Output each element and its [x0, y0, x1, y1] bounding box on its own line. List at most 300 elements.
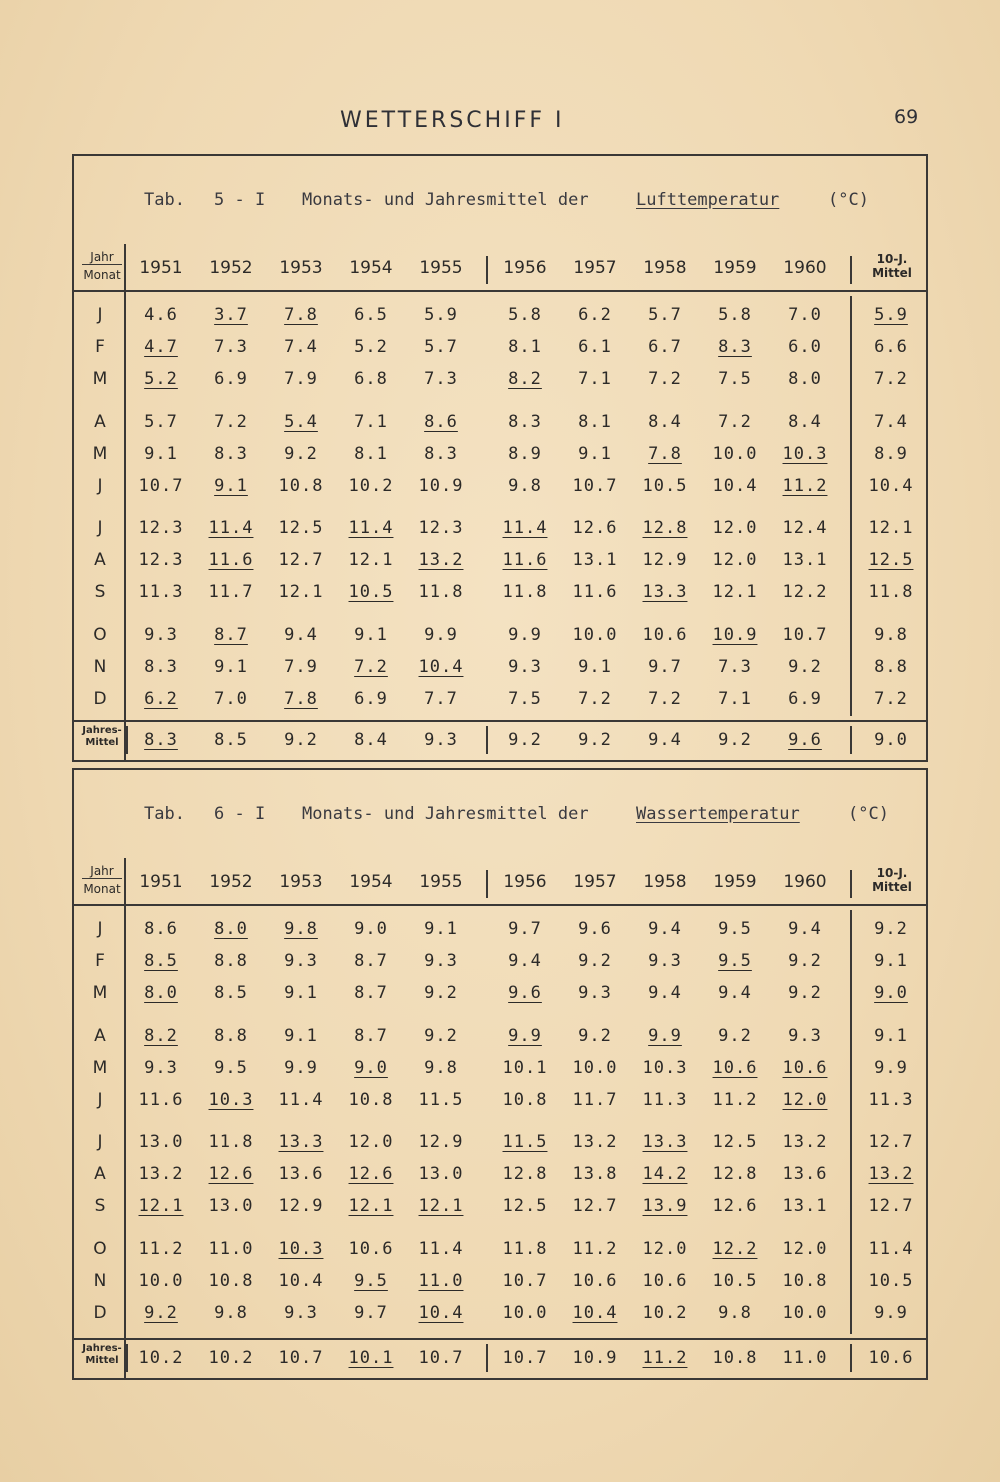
value-cell: 7.8: [284, 305, 318, 325]
value-cell: 8.0: [214, 919, 248, 939]
mean-cell: 9.2: [874, 919, 908, 939]
value-cell: 10.5: [348, 582, 394, 602]
value-cell: 13.3: [642, 582, 688, 602]
value-cell: 10.2: [348, 476, 394, 496]
value-cell: 11.4: [278, 1090, 324, 1110]
value-cell: 10.5: [642, 476, 688, 496]
value-cell: 4.7: [144, 337, 178, 357]
table-row: [74, 514, 926, 544]
value-cell: 9.1: [144, 444, 178, 464]
value-cell: 12.6: [712, 1196, 758, 1216]
value-cell: 9.2: [424, 1026, 458, 1046]
value-cell: 11.6: [138, 1090, 184, 1110]
value-cell: 9.4: [508, 951, 542, 971]
annual-value: 8.4: [354, 730, 388, 750]
value-cell: 7.1: [354, 412, 388, 432]
value-cell: 3.7: [214, 305, 248, 325]
header-year: 1952: [209, 258, 253, 278]
value-cell: 7.4: [284, 337, 318, 357]
value-cell: 10.6: [712, 1058, 758, 1078]
month-label-mar: M: [92, 983, 108, 1003]
value-cell: 11.2: [712, 1090, 758, 1110]
value-cell: 9.2: [424, 983, 458, 1003]
value-cell: 9.4: [648, 919, 682, 939]
value-cell: 9.3: [578, 983, 612, 1003]
month-label-may: M: [92, 1058, 108, 1078]
value-cell: 13.6: [278, 1164, 324, 1184]
header-year: 1956: [503, 258, 547, 278]
value-cell: 9.1: [284, 983, 318, 1003]
value-cell: 9.3: [648, 951, 682, 971]
value-cell: 8.1: [354, 444, 388, 464]
value-cell: 5.2: [144, 369, 178, 389]
column-divider: [126, 726, 128, 754]
value-cell: 10.8: [502, 1090, 548, 1110]
value-cell: 7.8: [648, 444, 682, 464]
value-cell: 11.2: [782, 476, 828, 496]
mean-cell: 13.2: [868, 1164, 914, 1184]
value-cell: 12.2: [782, 582, 828, 602]
value-cell: 14.2: [642, 1164, 688, 1184]
annual-value: 11.2: [642, 1348, 688, 1368]
value-cell: 11.0: [208, 1239, 254, 1259]
value-cell: 12.8: [642, 518, 688, 538]
value-cell: 12.1: [348, 550, 394, 570]
value-cell: 12.1: [138, 1196, 184, 1216]
value-cell: 9.6: [578, 919, 612, 939]
annual-value: 9.3: [424, 730, 458, 750]
value-cell: 9.5: [718, 951, 752, 971]
value-cell: 6.5: [354, 305, 388, 325]
value-cell: 7.0: [788, 305, 822, 325]
value-cell: 7.3: [718, 657, 752, 677]
annual-value: 9.2: [578, 730, 612, 750]
table-row: [74, 1022, 926, 1052]
value-cell: 10.6: [348, 1239, 394, 1259]
value-cell: 9.2: [284, 444, 318, 464]
value-cell: 9.9: [508, 625, 542, 645]
month-label-aug: A: [94, 1164, 106, 1184]
value-cell: 12.0: [642, 1239, 688, 1259]
value-cell: 10.1: [502, 1058, 548, 1078]
value-cell: 10.2: [642, 1303, 688, 1323]
value-cell: 12.1: [348, 1196, 394, 1216]
value-cell: 9.8: [508, 476, 542, 496]
page-header: [0, 100, 1000, 140]
mean-cell: 11.3: [868, 1090, 914, 1110]
value-cell: 12.1: [278, 582, 324, 602]
annual-value: 10.2: [138, 1348, 184, 1368]
value-cell: 9.9: [648, 1026, 682, 1046]
header-year: 1955: [419, 258, 463, 278]
header-year: 1951: [139, 258, 183, 278]
caption-text: Monats- und Jahresmittel der: [302, 804, 589, 824]
value-cell: 12.9: [642, 550, 688, 570]
value-cell: 10.0: [572, 1058, 618, 1078]
table-row: [74, 546, 926, 576]
value-cell: 12.3: [138, 550, 184, 570]
header-year: 1958: [643, 258, 687, 278]
table-row: [74, 915, 926, 945]
value-cell: 7.7: [424, 689, 458, 709]
value-cell: 7.5: [508, 689, 542, 709]
value-cell: 9.1: [354, 625, 388, 645]
value-cell: 8.4: [788, 412, 822, 432]
annual-value: 9.2: [508, 730, 542, 750]
month-label-jul: J: [97, 1132, 103, 1152]
value-cell: 12.3: [138, 518, 184, 538]
value-cell: 8.9: [508, 444, 542, 464]
value-cell: 9.2: [788, 951, 822, 971]
table-row: [74, 947, 926, 977]
table-header: [74, 244, 926, 292]
value-cell: 8.3: [424, 444, 458, 464]
table-caption: [74, 190, 926, 220]
table-row: [74, 301, 926, 331]
table-row: [74, 1192, 926, 1222]
annual-value: 10.7: [418, 1348, 464, 1368]
value-cell: 9.3: [284, 951, 318, 971]
value-cell: 13.0: [138, 1132, 184, 1152]
value-cell: 9.9: [284, 1058, 318, 1078]
value-cell: 6.8: [354, 369, 388, 389]
value-cell: 6.2: [578, 305, 612, 325]
value-cell: 7.9: [284, 657, 318, 677]
annual-value: 10.7: [502, 1348, 548, 1368]
value-cell: 8.6: [144, 919, 178, 939]
value-cell: 8.8: [214, 951, 248, 971]
value-cell: 8.7: [354, 983, 388, 1003]
value-cell: 11.6: [572, 582, 618, 602]
value-cell: 9.0: [354, 1058, 388, 1078]
value-cell: 10.6: [642, 625, 688, 645]
annual-value: 10.1: [348, 1348, 394, 1368]
month-label-nov: N: [93, 657, 107, 677]
mean-cell: 6.6: [874, 337, 908, 357]
header-year: 1960: [783, 872, 827, 892]
header-year: 1959: [713, 872, 757, 892]
value-cell: 12.5: [278, 518, 324, 538]
mean-cell: 10.5: [868, 1271, 914, 1291]
month-label-apr: A: [94, 412, 106, 432]
value-cell: 11.6: [208, 550, 254, 570]
value-cell: 12.6: [208, 1164, 254, 1184]
header-ten-year-mean: 10-J. Mittel: [872, 252, 912, 280]
value-cell: 9.8: [718, 1303, 752, 1323]
table-row: [74, 408, 926, 438]
value-cell: 12.1: [712, 582, 758, 602]
value-cell: 6.2: [144, 689, 178, 709]
header-year: 1953: [279, 872, 323, 892]
header-jahr: Jahr: [82, 250, 122, 265]
value-cell: 7.9: [284, 369, 318, 389]
header-year: 1952: [209, 872, 253, 892]
month-label-feb: F: [95, 951, 105, 971]
mean-cell: 9.1: [874, 1026, 908, 1046]
value-cell: 5.7: [648, 305, 682, 325]
table-row: [74, 365, 926, 395]
annual-value: 10.7: [278, 1348, 324, 1368]
value-cell: 12.8: [712, 1164, 758, 1184]
month-label-mar: M: [92, 369, 108, 389]
month-label-aug: A: [94, 550, 106, 570]
value-cell: 6.7: [648, 337, 682, 357]
column-divider: [850, 1344, 852, 1372]
mean-cell: 12.5: [868, 550, 914, 570]
value-cell: 9.7: [354, 1303, 388, 1323]
value-cell: 8.4: [648, 412, 682, 432]
value-cell: 8.1: [508, 337, 542, 357]
caption-text: Monats- und Jahresmittel der: [302, 190, 589, 210]
value-cell: 7.2: [578, 689, 612, 709]
value-cell: 11.6: [502, 550, 548, 570]
month-label-sep: S: [94, 582, 106, 602]
value-cell: 7.1: [718, 689, 752, 709]
value-cell: 9.1: [284, 1026, 318, 1046]
value-cell: 11.3: [138, 582, 184, 602]
value-cell: 12.0: [712, 550, 758, 570]
value-cell: 12.6: [348, 1164, 394, 1184]
month-label-jul: J: [97, 518, 103, 538]
header-ten-year-mean: 10-J. Mittel: [872, 866, 912, 894]
value-cell: 8.3: [508, 412, 542, 432]
value-cell: 11.8: [418, 582, 464, 602]
value-cell: 8.7: [214, 625, 248, 645]
column-divider: [486, 1344, 488, 1372]
header-year: 1957: [573, 872, 617, 892]
value-cell: 12.0: [782, 1239, 828, 1259]
value-cell: 10.9: [712, 625, 758, 645]
mean-cell: 9.8: [874, 625, 908, 645]
value-cell: 10.3: [278, 1239, 324, 1259]
annual-ten-year-mean: 10.6: [868, 1348, 914, 1368]
value-cell: 9.9: [424, 625, 458, 645]
table-row: [74, 1235, 926, 1265]
value-cell: 10.7: [572, 476, 618, 496]
value-cell: 9.2: [718, 1026, 752, 1046]
value-cell: 9.8: [284, 919, 318, 939]
table-row: [74, 1299, 926, 1329]
annual-value: 8.3: [144, 730, 178, 750]
value-cell: 5.2: [354, 337, 388, 357]
table-row: [74, 333, 926, 363]
value-cell: 12.0: [348, 1132, 394, 1152]
mean-cell: 7.2: [874, 689, 908, 709]
header-year: 1953: [279, 258, 323, 278]
header-year: 1956: [503, 872, 547, 892]
annual-value: 10.8: [712, 1348, 758, 1368]
header-year: 1960: [783, 258, 827, 278]
mean-cell: 9.9: [874, 1303, 908, 1323]
value-cell: 7.2: [214, 412, 248, 432]
month-label-jun: J: [97, 1090, 103, 1110]
value-cell: 10.5: [712, 1271, 758, 1291]
annual-mean-row: [74, 1338, 926, 1376]
mean-cell: 12.1: [868, 518, 914, 538]
value-cell: 13.1: [782, 1196, 828, 1216]
value-cell: 13.9: [642, 1196, 688, 1216]
mean-cell: 11.8: [868, 582, 914, 602]
value-cell: 12.7: [572, 1196, 618, 1216]
caption-tab: Tab.: [144, 190, 185, 210]
annual-value: 9.2: [718, 730, 752, 750]
value-cell: 8.0: [788, 369, 822, 389]
annual-value: 9.4: [648, 730, 682, 750]
value-cell: 10.3: [642, 1058, 688, 1078]
value-cell: 9.0: [354, 919, 388, 939]
value-cell: 10.7: [138, 476, 184, 496]
annual-value: 9.2: [284, 730, 318, 750]
mean-cell: 7.4: [874, 412, 908, 432]
table-row: [74, 578, 926, 608]
column-divider: [486, 256, 488, 284]
value-cell: 6.1: [578, 337, 612, 357]
value-cell: 11.4: [502, 518, 548, 538]
header-year: 1951: [139, 872, 183, 892]
value-cell: 13.2: [418, 550, 464, 570]
value-cell: 9.2: [578, 1026, 612, 1046]
value-cell: 13.2: [572, 1132, 618, 1152]
value-cell: 6.9: [214, 369, 248, 389]
month-label-apr: A: [94, 1026, 106, 1046]
value-cell: 10.8: [348, 1090, 394, 1110]
value-cell: 9.2: [578, 951, 612, 971]
value-cell: 13.3: [642, 1132, 688, 1152]
value-cell: 13.8: [572, 1164, 618, 1184]
page-title: WETTERSCHIFF I: [340, 108, 565, 133]
value-cell: 9.8: [424, 1058, 458, 1078]
value-cell: 7.2: [648, 369, 682, 389]
value-cell: 11.4: [418, 1239, 464, 1259]
value-cell: 11.8: [208, 1132, 254, 1152]
table-row: [74, 685, 926, 715]
value-cell: 10.7: [502, 1271, 548, 1291]
value-cell: 9.6: [508, 983, 542, 1003]
value-cell: 6.0: [788, 337, 822, 357]
value-cell: 10.9: [418, 476, 464, 496]
caption-unit: (°C): [828, 190, 869, 210]
value-cell: 12.6: [572, 518, 618, 538]
annual-label: Jahres- Mittel: [82, 725, 122, 748]
header-year: 1954: [349, 258, 393, 278]
month-label-sep: S: [94, 1196, 106, 1216]
table-caption: [74, 804, 926, 834]
value-cell: 10.4: [418, 657, 464, 677]
value-cell: 10.8: [208, 1271, 254, 1291]
value-cell: 10.4: [278, 1271, 324, 1291]
value-cell: 11.4: [208, 518, 254, 538]
value-cell: 7.2: [354, 657, 388, 677]
value-cell: 5.7: [144, 412, 178, 432]
table-row: [74, 1160, 926, 1190]
month-label-dec: D: [93, 689, 107, 709]
column-divider: [850, 256, 852, 284]
mean-cell: 7.2: [874, 369, 908, 389]
caption-subject: Lufttemperatur: [636, 190, 780, 210]
value-cell: 9.7: [648, 657, 682, 677]
annual-value: 10.9: [572, 1348, 618, 1368]
value-cell: 10.4: [572, 1303, 618, 1323]
annual-ten-year-mean: 9.0: [874, 730, 908, 750]
value-cell: 9.4: [788, 919, 822, 939]
value-cell: 7.2: [648, 689, 682, 709]
value-cell: 9.4: [284, 625, 318, 645]
value-cell: 9.5: [214, 1058, 248, 1078]
value-cell: 9.1: [214, 476, 248, 496]
annual-value: 9.6: [788, 730, 822, 750]
value-cell: 8.7: [354, 951, 388, 971]
value-cell: 11.0: [418, 1271, 464, 1291]
value-cell: 13.3: [278, 1132, 324, 1152]
value-cell: 9.1: [424, 919, 458, 939]
annual-label: Jahres- Mittel: [82, 1343, 122, 1366]
value-cell: 7.3: [214, 337, 248, 357]
table-row: [74, 1054, 926, 1084]
value-cell: 12.5: [502, 1196, 548, 1216]
table-row: [74, 621, 926, 651]
value-cell: 9.3: [788, 1026, 822, 1046]
value-cell: 11.7: [208, 582, 254, 602]
value-cell: 11.7: [572, 1090, 618, 1110]
value-cell: 11.2: [138, 1239, 184, 1259]
value-cell: 12.7: [278, 550, 324, 570]
value-cell: 12.9: [418, 1132, 464, 1152]
value-cell: 10.0: [782, 1303, 828, 1323]
value-cell: 8.3: [144, 657, 178, 677]
value-cell: 6.9: [354, 689, 388, 709]
value-cell: 10.6: [572, 1271, 618, 1291]
table-row: [74, 472, 926, 502]
header-year: 1955: [419, 872, 463, 892]
value-cell: 10.4: [418, 1303, 464, 1323]
value-cell: 9.2: [144, 1303, 178, 1323]
table-row: [74, 1128, 926, 1158]
value-cell: 7.8: [284, 689, 318, 709]
value-cell: 11.8: [502, 1239, 548, 1259]
table-header: [74, 858, 926, 906]
value-cell: 13.0: [418, 1164, 464, 1184]
table-air-temperature: [72, 154, 928, 762]
value-cell: 5.4: [284, 412, 318, 432]
value-cell: 11.5: [418, 1090, 464, 1110]
value-cell: 8.5: [214, 983, 248, 1003]
value-cell: 9.2: [788, 657, 822, 677]
column-divider: [126, 1344, 128, 1372]
value-cell: 10.0: [712, 444, 758, 464]
caption-unit: (°C): [848, 804, 889, 824]
header-year: 1957: [573, 258, 617, 278]
annual-value: 11.0: [782, 1348, 828, 1368]
mean-cell: 8.9: [874, 444, 908, 464]
value-cell: 8.2: [508, 369, 542, 389]
column-divider: [850, 726, 852, 754]
mean-cell: 9.0: [874, 983, 908, 1003]
value-cell: 9.4: [648, 983, 682, 1003]
value-cell: 13.2: [782, 1132, 828, 1152]
value-cell: 9.5: [718, 919, 752, 939]
header-year: 1959: [713, 258, 757, 278]
mean-cell: 12.7: [868, 1196, 914, 1216]
month-label-jun: J: [97, 476, 103, 496]
value-cell: 9.5: [354, 1271, 388, 1291]
value-cell: 5.8: [718, 305, 752, 325]
mean-cell: 9.9: [874, 1058, 908, 1078]
value-cell: 7.1: [578, 369, 612, 389]
value-cell: 8.6: [424, 412, 458, 432]
caption-subject: Wassertemperatur: [636, 804, 800, 824]
value-cell: 11.2: [572, 1239, 618, 1259]
value-cell: 10.6: [782, 1058, 828, 1078]
